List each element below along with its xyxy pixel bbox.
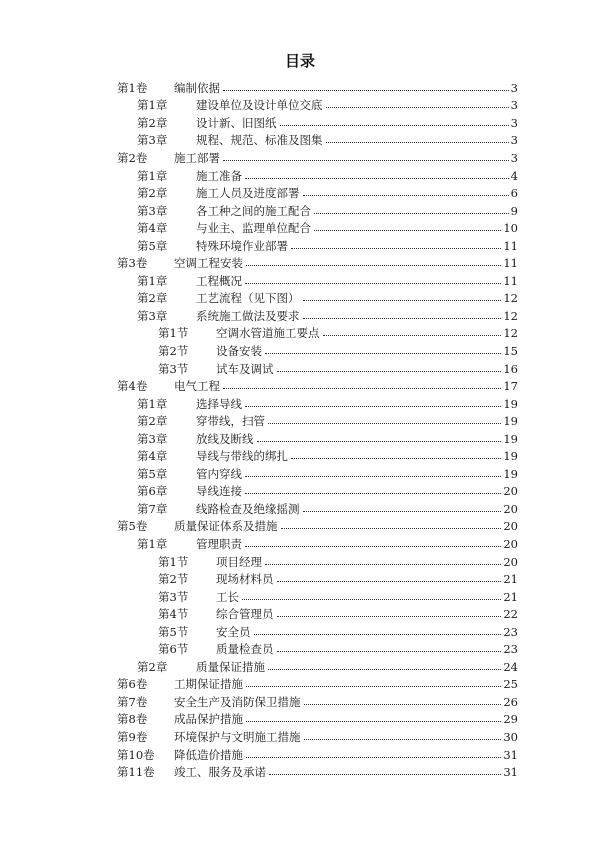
toc-entry-title: 综合管理员 (216, 607, 274, 622)
toc-entry-title: 试车及调试 (216, 361, 274, 376)
toc-entry-title: 与业主、监理单位配合 (196, 221, 311, 236)
toc-entry[interactable] (117, 447, 518, 465)
toc-entry-label: 第2章 (137, 414, 168, 429)
toc-entry-title: 质量检查员 (216, 642, 274, 657)
toc-entry-page-number: 16 (503, 361, 518, 376)
toc-entry[interactable] (117, 237, 518, 255)
toc-entry[interactable] (117, 570, 518, 588)
toc-entry-title: 穿带线，扫管 (196, 414, 265, 429)
dot-leader (246, 265, 501, 266)
dot-leader (245, 476, 501, 477)
toc-entry[interactable] (117, 360, 518, 378)
toc-entry[interactable] (117, 97, 518, 115)
toc-entry-title: 建设单位及设计单位交底 (196, 98, 323, 113)
dot-leader (269, 774, 501, 775)
toc-entry-title: 工程概况 (196, 273, 242, 288)
toc-entry-label: 第6章 (137, 484, 168, 499)
toc-entry-label: 第4章 (137, 449, 168, 464)
toc-entry-page-number: 6 (510, 186, 518, 201)
toc-entry-page-number: 19 (503, 466, 518, 481)
toc-entry[interactable] (117, 518, 518, 536)
toc-entry-title: 现场材料员 (216, 572, 274, 587)
toc-entry-title: 工期保证措施 (174, 677, 243, 692)
toc-entry-page-number: 12 (503, 326, 518, 341)
toc-entry-page-number: 19 (503, 396, 518, 411)
dot-leader (245, 546, 501, 547)
toc-entry-title: 管理职责 (196, 536, 242, 551)
toc-entry-title: 导线与带线的绑扎 (196, 449, 288, 464)
dot-leader (277, 581, 502, 582)
toc-entry[interactable] (117, 395, 518, 413)
toc-entry-page-number: 23 (503, 624, 518, 639)
toc-entry-page-number: 19 (503, 431, 518, 446)
toc-entry[interactable] (117, 272, 518, 290)
toc-entry[interactable] (117, 746, 518, 764)
dot-leader (277, 616, 502, 617)
toc-entry[interactable] (117, 325, 518, 343)
toc-entry-page-number: 3 (510, 80, 518, 95)
toc-entry-page-number: 11 (503, 256, 518, 271)
toc-entry-label: 第1节 (158, 326, 189, 341)
toc-entry-page-number: 20 (503, 554, 518, 569)
dot-leader (304, 704, 502, 705)
toc-entry-page-number: 26 (503, 694, 518, 709)
toc-entry-label: 第1章 (137, 536, 168, 551)
dot-leader (268, 423, 501, 424)
toc-entry-title: 施工部署 (174, 150, 220, 165)
toc-entry-label: 第5章 (137, 466, 168, 481)
dot-leader (303, 318, 502, 319)
dot-leader (245, 178, 509, 179)
toc-entry[interactable] (117, 676, 518, 694)
toc-entry-label: 第2卷 (117, 150, 148, 165)
toc-entry-label: 第1卷 (117, 80, 148, 95)
toc-entry-page-number: 22 (503, 607, 518, 622)
toc-entry[interactable] (117, 693, 518, 711)
toc-entry[interactable] (117, 728, 518, 746)
toc-entry[interactable] (117, 219, 518, 237)
dot-leader (280, 125, 509, 126)
toc-entry-title: 电气工程 (174, 379, 220, 394)
dot-leader (303, 511, 502, 512)
toc-entry-label: 第4节 (158, 607, 189, 622)
dot-leader (223, 90, 509, 91)
toc-entry-page-number: 15 (503, 343, 518, 358)
toc-entry[interactable] (117, 465, 518, 483)
toc-entry-page-number: 25 (503, 677, 518, 692)
toc-entry[interactable] (117, 483, 518, 501)
toc-entry-title: 系统施工做法及要求 (196, 308, 300, 323)
toc-entry-label: 第8卷 (117, 712, 148, 727)
toc-entry-page-number: 3 (510, 133, 518, 148)
toc-entry-page-number: 21 (503, 572, 518, 587)
toc-entry-page-number: 4 (510, 168, 518, 183)
toc-entry-page-number: 3 (510, 150, 518, 165)
toc-entry-label: 第1章 (137, 396, 168, 411)
toc-entry-title: 工艺流程（见下图） (196, 291, 300, 306)
toc-entry-title: 成品保护措施 (174, 712, 243, 727)
toc-entry-page-number: 30 (503, 730, 518, 744)
toc-entry[interactable] (117, 500, 518, 518)
dot-leader (246, 757, 501, 758)
toc-entry[interactable] (117, 290, 518, 308)
toc-entry-title: 安全生产及消防保卫措施 (174, 694, 301, 709)
toc-entry[interactable] (117, 342, 518, 360)
toc-entry-label: 第1章 (137, 98, 168, 113)
dot-leader (246, 721, 501, 722)
toc-entry-label: 第5章 (137, 238, 168, 253)
dot-leader (304, 739, 502, 740)
toc-entry[interactable] (117, 412, 518, 430)
dot-leader (245, 493, 501, 494)
toc-entry[interactable] (117, 184, 518, 202)
toc-entry-title: 质量保证体系及措施 (174, 519, 278, 534)
toc-entry-title: 设备安装 (216, 343, 262, 358)
toc-entry-title: 管内穿线 (196, 466, 242, 481)
toc-entry-page-number: 20 (503, 484, 518, 499)
toc-entry-page-number: 12 (503, 291, 518, 306)
dot-leader (291, 458, 501, 459)
toc-entry-label: 第7卷 (117, 694, 148, 709)
toc-entry-page-number: 20 (503, 536, 518, 551)
toc-entry-page-number: 3 (510, 98, 518, 113)
toc-entry-label: 第1章 (137, 273, 168, 288)
toc-entry-page-number: 20 (503, 501, 518, 516)
toc-entry-label: 第2章 (137, 186, 168, 201)
dot-leader (245, 283, 501, 284)
dot-leader (291, 248, 501, 249)
dot-leader (314, 213, 509, 214)
toc-entry-label: 第2节 (158, 572, 189, 587)
dot-leader (257, 441, 502, 442)
toc-entry[interactable] (117, 763, 518, 781)
toc-entry-label: 第3章 (137, 133, 168, 148)
toc-entry[interactable] (117, 605, 518, 623)
toc-entry-label: 第2章 (137, 115, 168, 130)
toc-entry-label: 第10卷 (117, 747, 155, 762)
toc-entry-label: 第4章 (137, 221, 168, 236)
toc-entry-title: 空调水管道施工要点 (216, 326, 320, 341)
toc-entry-page-number: 31 (503, 747, 518, 762)
toc-entry[interactable] (117, 307, 518, 325)
toc-entry[interactable] (117, 377, 518, 395)
toc-entry-title: 线路检查及绝缘摇测 (196, 501, 300, 516)
toc-entry-label: 第5节 (158, 624, 189, 639)
toc-entry-title: 空调工程安装 (174, 256, 243, 271)
toc-entry-page-number: 19 (503, 449, 518, 464)
toc-entry-label: 第2章 (137, 659, 168, 674)
toc-entry[interactable] (117, 79, 518, 97)
toc-entry-label: 第1章 (137, 168, 168, 183)
toc-entry-page-number: 29 (503, 712, 518, 727)
toc-entry-title: 施工准备 (196, 168, 242, 183)
dot-leader (265, 353, 501, 354)
dot-leader (246, 686, 501, 687)
toc-entry-label: 第3章 (137, 203, 168, 218)
toc-entry[interactable] (117, 202, 518, 220)
toc-entry[interactable] (117, 711, 518, 729)
dot-leader (254, 634, 502, 635)
dot-leader (265, 564, 501, 565)
dot-leader (303, 195, 509, 196)
toc-entry-title: 特殊环境作业部署 (196, 238, 288, 253)
toc-entry[interactable] (117, 430, 518, 448)
toc-entry-title: 编制依据 (174, 80, 220, 95)
toc-entry[interactable] (117, 167, 518, 185)
toc-entry[interactable] (117, 623, 518, 641)
toc-entry-label: 第1节 (158, 554, 189, 569)
toc-entry[interactable] (117, 132, 518, 150)
toc-entry-title: 竣工、服务及承诺 (174, 765, 266, 780)
toc-entry-label: 第3节 (158, 589, 189, 604)
toc-entry[interactable] (117, 535, 518, 553)
dot-leader (223, 160, 509, 161)
toc-entry[interactable] (117, 588, 518, 606)
dot-leader (323, 335, 502, 336)
toc-entry-title: 质量保证措施 (196, 659, 265, 674)
toc-entry-page-number: 11 (503, 238, 518, 253)
toc-entry-page-number: 19 (503, 414, 518, 429)
toc-entry-label: 第3节 (158, 361, 189, 376)
page-title: 目录 (284, 52, 315, 70)
dot-leader (303, 300, 502, 301)
toc-entry-page-number: 21 (503, 589, 518, 604)
dot-leader (245, 406, 501, 407)
toc-entry-title: 降低造价措施 (174, 747, 243, 762)
dot-leader (277, 651, 502, 652)
dot-leader (314, 230, 501, 231)
dot-leader (326, 107, 509, 108)
toc-entry-page-number: 9 (510, 203, 518, 218)
toc-entry-page-number: 17 (503, 379, 518, 394)
toc-entry-label: 第3卷 (117, 256, 148, 271)
toc-entry-page-number: 24 (503, 659, 518, 674)
toc-entry-label: 第9卷 (117, 730, 148, 744)
toc-entry-title: 项目经理 (216, 554, 262, 569)
toc-entry[interactable] (117, 114, 518, 132)
dot-leader (326, 142, 509, 143)
toc-entry-label: 第2章 (137, 291, 168, 306)
toc-entry-title: 工长 (216, 589, 239, 604)
toc-entry-label: 第7章 (137, 501, 168, 516)
toc-entry[interactable] (117, 254, 518, 272)
toc-entry-page-number: 3 (510, 115, 518, 130)
toc-entry-label: 第11卷 (117, 765, 155, 780)
dot-leader (277, 371, 502, 372)
toc-entry-title: 施工人员及进度部署 (196, 186, 300, 201)
toc-entry-page-number: 10 (503, 221, 518, 236)
toc-entry-page-number: 11 (503, 273, 518, 288)
toc-entry[interactable] (117, 658, 518, 676)
toc-entry-title: 规程、规范、标准及图集 (196, 133, 323, 148)
toc-entry[interactable] (117, 149, 518, 167)
toc-entry-label: 第4卷 (117, 379, 148, 394)
dot-leader (268, 669, 501, 670)
toc-entry-title: 选择导线 (196, 396, 242, 411)
toc-entry-title: 放线及断线 (196, 431, 254, 446)
toc-entry-title: 设计新、旧图纸 (196, 115, 277, 130)
toc-entry-page-number: 12 (503, 308, 518, 323)
toc-entry-label: 第3章 (137, 308, 168, 323)
toc-entry[interactable] (117, 641, 518, 659)
toc-entry-page-number: 20 (503, 519, 518, 534)
dot-leader (242, 599, 501, 600)
toc-entry-label: 第5卷 (117, 519, 148, 534)
toc-entry-page-number: 23 (503, 642, 518, 657)
toc-entry-title: 安全员 (216, 624, 251, 639)
toc-entry-title: 各工种之间的施工配合 (196, 203, 311, 218)
toc-entry[interactable] (117, 553, 518, 571)
toc-entry-title: 环境保护与文明施工措施 (174, 730, 301, 744)
toc-entry-label: 第3章 (137, 431, 168, 446)
table-of-contents (117, 79, 518, 781)
toc-entry-label: 第6卷 (117, 677, 148, 692)
toc-entry-label: 第2节 (158, 343, 189, 358)
dot-leader (281, 528, 502, 529)
dot-leader (223, 388, 501, 389)
toc-entry-title: 导线连接 (196, 484, 242, 499)
toc-entry-label: 第6节 (158, 642, 189, 657)
toc-entry-page-number: 31 (503, 765, 518, 780)
